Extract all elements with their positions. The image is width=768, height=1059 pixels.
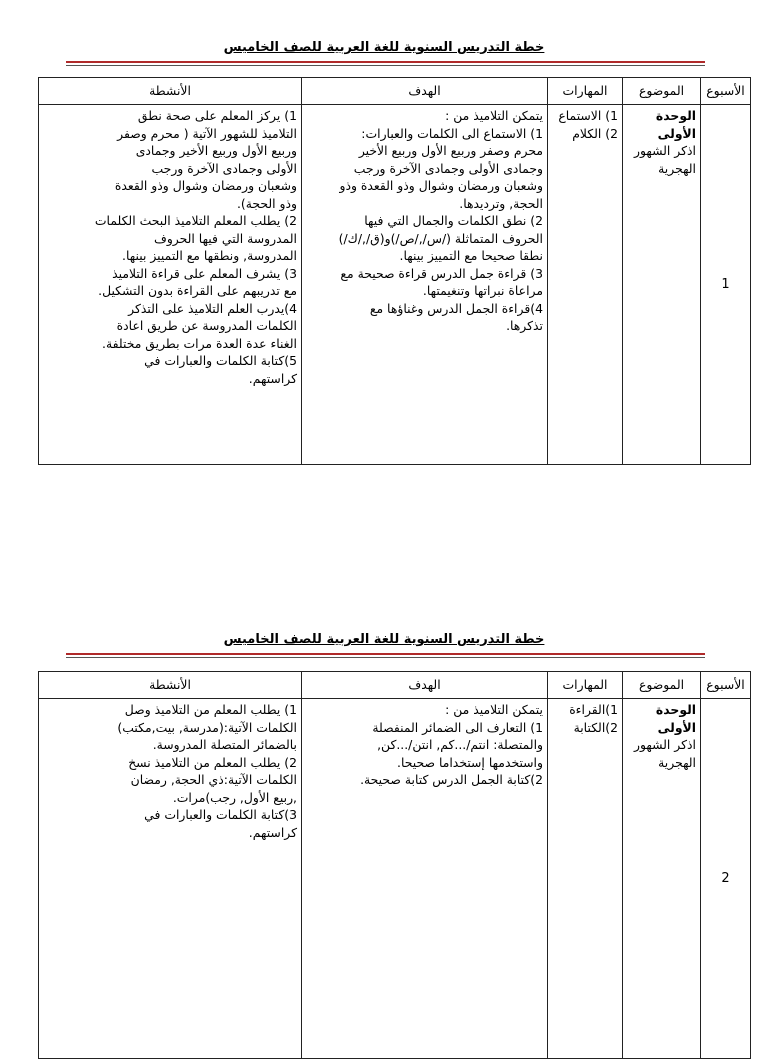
plan-title: خطة التدريس السنوية للغة العربية للصف الخاميس xyxy=(223,40,545,55)
activities-cell xyxy=(39,699,302,1059)
week-number: 2 xyxy=(701,699,751,1059)
goal-line: 4)قراءة الجمل الدرس وغناؤها مع xyxy=(369,300,543,316)
activity-line: 4)يدرب العلم التلاميذ على التذكر xyxy=(128,300,297,316)
goal-line: يتمكن التلاميذ من : xyxy=(445,702,543,717)
goal-line: مراعاة نبراتها وتنغيمتها. xyxy=(422,283,543,298)
activities-cell xyxy=(39,105,302,465)
activity-line: الكلمات الآتية:ذي الحجة, رمضان xyxy=(130,772,297,787)
activity-line: 1) يركز المعلم على صحة نطق xyxy=(137,108,297,123)
title-divider xyxy=(66,657,705,658)
skills-cell xyxy=(548,105,623,465)
goal-line: 3) قراءة جمل الدرس قراءة صحيحة مع xyxy=(340,265,543,281)
skill-item: 2)الكتابة xyxy=(573,719,618,735)
table-row xyxy=(39,105,751,465)
plan-title: خطة التدريس السنوية للغة العربية للصف الخاميس xyxy=(223,632,545,647)
goal-line: 1) التعارف الى الضمائر المنفصلة xyxy=(372,719,543,735)
goal-line: وجمادى الأولى وجمادى الآخرة ورجب xyxy=(353,160,543,176)
activity-line: 2) يطلب المعلم التلاميذ البحث الكلمات xyxy=(94,213,297,228)
activity-line: التلاميذ للشهور الآتية ( محرم وصفر xyxy=(117,125,297,141)
header-topic: الموضوع xyxy=(623,672,701,699)
activity-line: الكلمات المدروسة عن طريق اعادة xyxy=(116,318,297,333)
activity-line: الكلمات الآتية:(مدرسة, بيت,مكتب) xyxy=(117,719,297,735)
activity-line: وربيع الأول وربيع الأخير وجمادى xyxy=(135,143,297,158)
goal-line: 2)كتابة الجمل الدرس كتابة صحيحة. xyxy=(360,772,543,787)
activity-line: بالضمائر المتصلة المدروسة. xyxy=(152,737,297,752)
header-activities: الأنشطة xyxy=(39,78,302,105)
skill-item: 1) الاستماع xyxy=(558,108,618,123)
activity-line: الأولى وجمادى الآخرة ورجب xyxy=(151,160,297,176)
activity-line: 3) يشرف المعلم على قراءة التلاميذ xyxy=(112,265,297,281)
goal-line: 2) نطق الكلمات والجمال التي فيها xyxy=(364,213,543,228)
header-skills: المهارات xyxy=(548,672,623,699)
goal-line: تذكرها. xyxy=(506,318,543,333)
goal-line: والمتصلة: انتم/...كم, انتن/...كن, xyxy=(377,737,543,752)
week-number: 1 xyxy=(701,105,751,465)
goal-line: الحروف المتماثلة (/س/,/ص/)و(ق/,/ك/) xyxy=(338,230,543,246)
activity-line: 2) يطلب المعلم من التلاميذ نسخ xyxy=(128,754,297,770)
header-goal: الهدف xyxy=(302,672,548,699)
topic-line: الهجرية xyxy=(658,160,696,176)
plan-table xyxy=(38,77,751,465)
header-activities: الأنشطة xyxy=(39,672,302,699)
topic-cell xyxy=(623,699,701,1059)
topic-line: الهجرية xyxy=(658,754,696,770)
table-row xyxy=(39,699,751,1059)
title-divider xyxy=(66,653,705,655)
goal-line: يتمكن التلاميذ من : xyxy=(445,108,543,123)
header-topic: الموضوع xyxy=(623,78,701,105)
activity-line: 1) يطلب المعلم من التلاميذ وصل xyxy=(124,702,297,717)
activity-line: ,ربيع الأول, رجب)مرات. xyxy=(172,789,297,805)
goal-cell xyxy=(302,105,548,465)
table-header-row xyxy=(39,672,751,699)
activity-line: المدروسة, ونطقها مع التمييز بينها. xyxy=(122,248,297,263)
goal-line: محرم وصفر وربيع الأول وربيع الأخير xyxy=(358,143,543,158)
topic-line: اذكر الشهور xyxy=(633,143,696,158)
goal-line: الحجة, وترديدها. xyxy=(459,195,543,211)
goal-line: 1) الاستماع الى الكلمات والعبارات: xyxy=(361,125,543,141)
header-week: الأسبوع xyxy=(701,672,751,699)
table-header-row xyxy=(39,78,751,105)
activity-line: وشعبان ورمضان وشوال وذو القعدة xyxy=(114,178,297,193)
header-goal: الهدف xyxy=(302,78,548,105)
goal-line: وشعبان ورمضان وشوال وذو القعدة وذو xyxy=(339,178,543,193)
goal-cell xyxy=(302,699,548,1059)
topic-cell xyxy=(623,105,701,465)
skills-cell xyxy=(548,699,623,1059)
activity-line: الغناء عدة العدة مرات بطريق مختلفة. xyxy=(102,335,297,351)
header-week: الأسبوع xyxy=(701,78,751,105)
activity-line: 3)كتابة الكلمات والعبارات في xyxy=(144,807,297,822)
activity-line: المدروسة التي فيها الحروف xyxy=(153,230,297,246)
activity-line: كراستهم. xyxy=(248,824,297,840)
activity-line: 5)كتابة الكلمات والعبارات في xyxy=(144,353,297,368)
goal-line: نطقا صحيحا مع التمييز بينها. xyxy=(399,248,543,263)
unit-title: الوحدة الأولى xyxy=(655,108,696,141)
goal-line: واستخدمها إستخداما صحيحا. xyxy=(397,754,543,770)
activity-line: كراستهم. xyxy=(248,370,297,386)
activity-line: مع تدريبهم على القراءة بدون التشكيل. xyxy=(98,283,297,298)
unit-title: الوحدة الأولى xyxy=(655,702,696,735)
plan-table xyxy=(38,671,751,1059)
skill-item: 1)القراءة xyxy=(569,702,618,717)
header-skills: المهارات xyxy=(548,78,623,105)
title-divider xyxy=(66,61,705,63)
activity-line: وذو الحجة). xyxy=(236,195,297,211)
topic-line: اذكر الشهور xyxy=(633,737,696,752)
skill-item: 2) الكلام xyxy=(572,125,618,141)
title-divider xyxy=(66,65,705,66)
